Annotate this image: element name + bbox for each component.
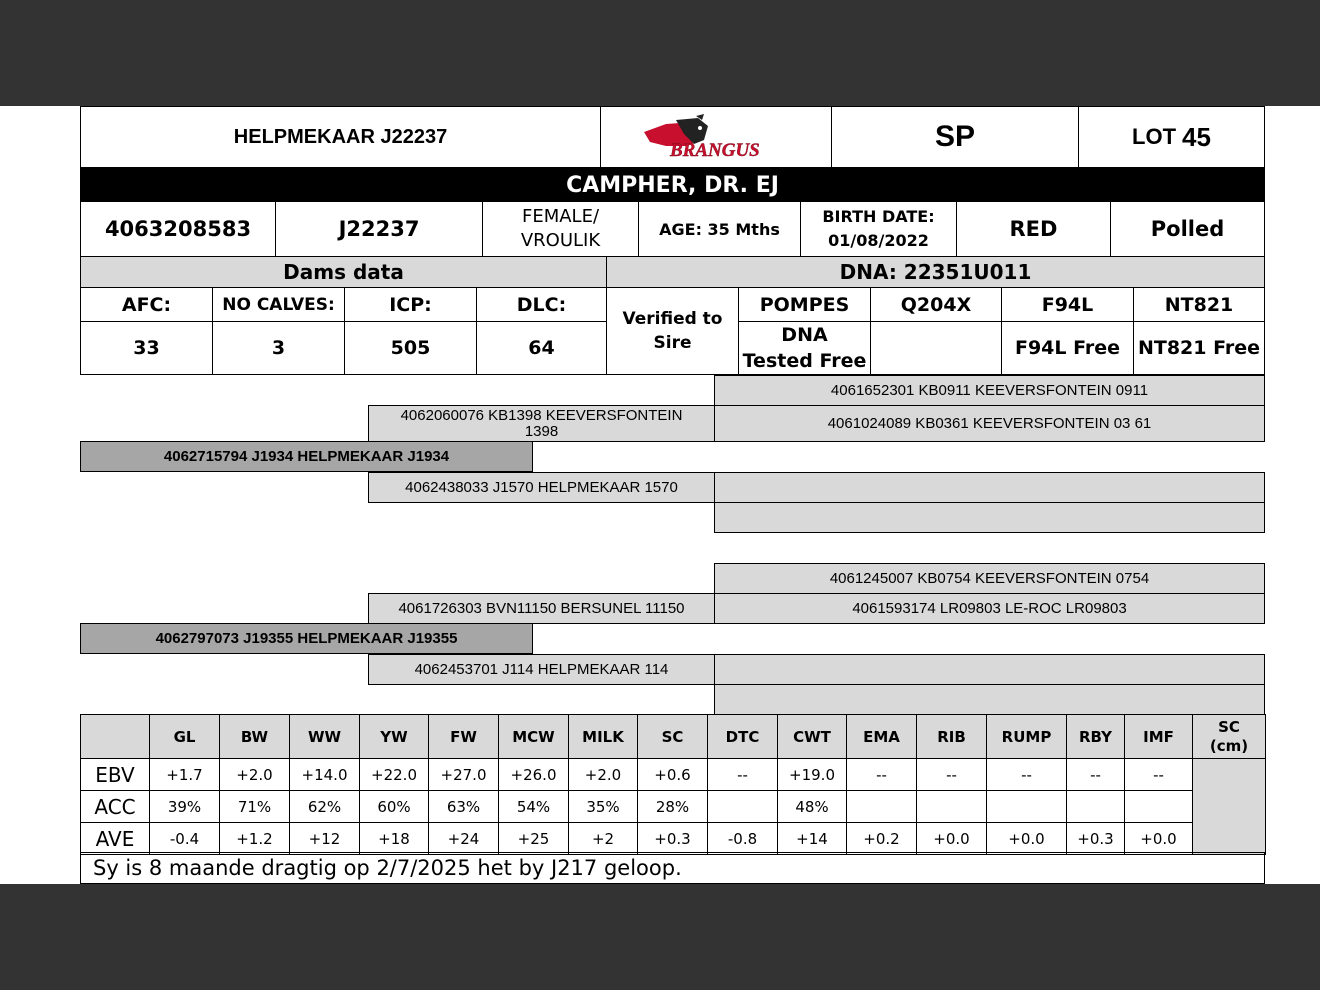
dna-test-q204x: Q204X <box>870 287 1002 322</box>
acc-cell <box>708 791 778 823</box>
birth-label: BIRTH DATE: <box>822 207 935 226</box>
pedigree-dam-sire: 4061726303 BVN11150 BERSUNEL 11150 <box>368 593 715 624</box>
logo-text: BRANGUS <box>670 140 760 161</box>
color: RED <box>956 201 1111 257</box>
ebv-cell: +26.0 <box>499 759 569 791</box>
sex-line2: VROULIK <box>520 230 601 251</box>
dna-test-nt821: NT821 <box>1133 287 1265 322</box>
ebv-header-row <box>81 715 1266 759</box>
acc-cell <box>847 791 917 823</box>
ave-cell: +0.2 <box>847 823 917 855</box>
pedigree-sire-dam-sire <box>714 472 1265 503</box>
dlc-value: 64 <box>476 321 607 375</box>
ave-cell: +12 <box>290 823 360 855</box>
icp-value: 505 <box>344 321 477 375</box>
birth-date <box>800 201 957 257</box>
pedigree-sire-dam-dam <box>714 502 1265 533</box>
col-sc: SC <box>638 715 708 759</box>
row-label-ave: AVE <box>81 823 150 855</box>
pedigree-sire-sire-sire: 4061652301 KB0911 KEEVERSFONTEIN 0911 <box>714 375 1265 406</box>
ebv-row <box>81 759 1266 791</box>
ebv-cell: +2.0 <box>220 759 290 791</box>
col-cwt: CWT <box>778 715 847 759</box>
col-dtc: DTC <box>708 715 778 759</box>
sex-line1: FEMALE/ <box>521 206 600 227</box>
dna-test-pompes: POMPES <box>738 287 871 322</box>
pompes-result-line1: DNA <box>781 324 828 346</box>
lot-label: LOT <box>1132 124 1177 149</box>
ebv-cell: -- <box>708 759 778 791</box>
pompes-result-line2: Tested Free <box>742 350 867 372</box>
ave-cell: -0.8 <box>708 823 778 855</box>
ave-cell: +2 <box>569 823 638 855</box>
ebv-cell: -- <box>917 759 987 791</box>
brangus-logo <box>600 106 832 168</box>
ebv-cell: +0.6 <box>638 759 708 791</box>
acc-cell: 28% <box>638 791 708 823</box>
pedigree-dam-dam-sire <box>714 654 1265 685</box>
icp-label: ICP: <box>344 287 477 322</box>
pedigree-dam-dam: 4062453701 J114 HELPMEKAAR 114 <box>368 654 715 685</box>
col-fw: FW <box>429 715 499 759</box>
pedigree-sire-dam: 4062438033 J1570 HELPMEKAAR 1570 <box>368 472 715 503</box>
ave-cell: +24 <box>429 823 499 855</box>
col-bw: BW <box>220 715 290 759</box>
sc-cm-blank <box>1193 759 1266 855</box>
ebv-cell: +2.0 <box>569 759 638 791</box>
row-label-acc: ACC <box>81 791 150 823</box>
dna-title: DNA: 22351U011 <box>606 256 1265 288</box>
dams-data-title: Dams data <box>80 256 607 288</box>
ebv-table <box>80 714 1266 855</box>
ave-cell: -0.4 <box>150 823 220 855</box>
verified-line2: Sire <box>653 333 692 353</box>
ave-cell: +18 <box>360 823 429 855</box>
dna-test-f94l: F94L <box>1001 287 1134 322</box>
col-imf: IMF <box>1125 715 1193 759</box>
acc-cell: 60% <box>360 791 429 823</box>
ebv-cell: -- <box>1125 759 1193 791</box>
dna-result-q204x <box>870 321 1002 375</box>
acc-cell: 63% <box>429 791 499 823</box>
col-gl: GL <box>150 715 220 759</box>
age: AGE: 35 Mths <box>638 201 801 257</box>
acc-row <box>81 791 1266 823</box>
pedigree-sire: 4062715794 J1934 HELPMEKAAR J1934 <box>80 441 533 472</box>
acc-cell: 39% <box>150 791 220 823</box>
birth-value: 01/08/2022 <box>828 231 929 250</box>
ave-cell: +0.0 <box>987 823 1067 855</box>
pedigree-dam-sire-sire: 4061245007 KB0754 KEEVERSFONTEIN 0754 <box>714 563 1265 594</box>
lot <box>1078 106 1265 168</box>
acc-cell: 54% <box>499 791 569 823</box>
pedigree-sire-sire-dam: 4061024089 KB0361 KEEVERSFONTEIN 03 61 <box>714 405 1265 442</box>
sc-cm-line1: SC <box>1218 717 1240 736</box>
ebv-cell: +19.0 <box>778 759 847 791</box>
verified-to-sire <box>606 287 739 375</box>
animal-id: J22237 <box>275 201 483 257</box>
col-mcw: MCW <box>499 715 569 759</box>
ave-cell: +25 <box>499 823 569 855</box>
col-ema: EMA <box>847 715 917 759</box>
verified-line1: Verified to <box>622 309 723 329</box>
sex <box>482 201 639 257</box>
ebv-cell: +1.7 <box>150 759 220 791</box>
pedigree-dam: 4062797073 J19355 HELPMEKAAR J19355 <box>80 623 533 654</box>
acc-cell: 35% <box>569 791 638 823</box>
ave-cell: +0.3 <box>1067 823 1125 855</box>
acc-cell <box>1125 791 1193 823</box>
ebv-cell: -- <box>847 759 917 791</box>
acc-cell <box>1067 791 1125 823</box>
col-milk: MILK <box>569 715 638 759</box>
ave-cell: +14 <box>778 823 847 855</box>
ave-cell: +0.3 <box>638 823 708 855</box>
dna-result-f94l: F94L Free <box>1001 321 1134 375</box>
ave-row <box>81 823 1266 855</box>
col-ww: WW <box>290 715 360 759</box>
no-calves-value: 3 <box>212 321 345 375</box>
grade: SP <box>831 106 1079 168</box>
ave-cell: +1.2 <box>220 823 290 855</box>
pregnancy-note: Sy is 8 maande dragtig op 2/7/2025 het by J217 geloop. <box>80 852 1265 884</box>
owner-name: CAMPHER, DR. EJ <box>80 168 1265 202</box>
acc-cell: 48% <box>778 791 847 823</box>
ebv-cell: -- <box>987 759 1067 791</box>
col-yw: YW <box>360 715 429 759</box>
horn-status: Polled <box>1110 201 1265 257</box>
ebv-cell: +27.0 <box>429 759 499 791</box>
sale-card <box>0 106 1320 884</box>
lot-number: 45 <box>1182 121 1211 152</box>
ave-cell: +0.0 <box>917 823 987 855</box>
col-rby: RBY <box>1067 715 1125 759</box>
reg-number: 4063208583 <box>80 201 276 257</box>
sc-cm-line2: (cm) <box>1209 736 1249 755</box>
row-label-ebv: EBV <box>81 759 150 791</box>
acc-cell: 71% <box>220 791 290 823</box>
acc-cell <box>987 791 1067 823</box>
afc-value: 33 <box>80 321 213 375</box>
ebv-corner-cell <box>81 715 150 759</box>
pedigree-dam-sire-dam: 4061593174 LR09803 LE-ROC LR09803 <box>714 593 1265 624</box>
pedigree-sire-sire: 4062060076 KB1398 KEEVERSFONTEIN 1398 <box>368 405 715 442</box>
pedigree-dam-dam-dam <box>714 684 1265 715</box>
col-rib: RIB <box>917 715 987 759</box>
ebv-cell: +22.0 <box>360 759 429 791</box>
dlc-label: DLC: <box>476 287 607 322</box>
dna-result-pompes <box>738 321 871 375</box>
dna-result-nt821: NT821 Free <box>1133 321 1265 375</box>
animal-name: HELPMEKAAR J22237 <box>80 106 601 168</box>
bull-logo-icon <box>636 112 796 162</box>
ebv-cell: -- <box>1067 759 1125 791</box>
acc-cell: 62% <box>290 791 360 823</box>
ebv-cell: +14.0 <box>290 759 360 791</box>
no-calves-label: NO CALVES: <box>212 287 345 322</box>
col-sc-cm <box>1193 715 1266 759</box>
afc-label: AFC: <box>80 287 213 322</box>
col-rump: RUMP <box>987 715 1067 759</box>
ave-cell: +0.0 <box>1125 823 1193 855</box>
acc-cell <box>917 791 987 823</box>
